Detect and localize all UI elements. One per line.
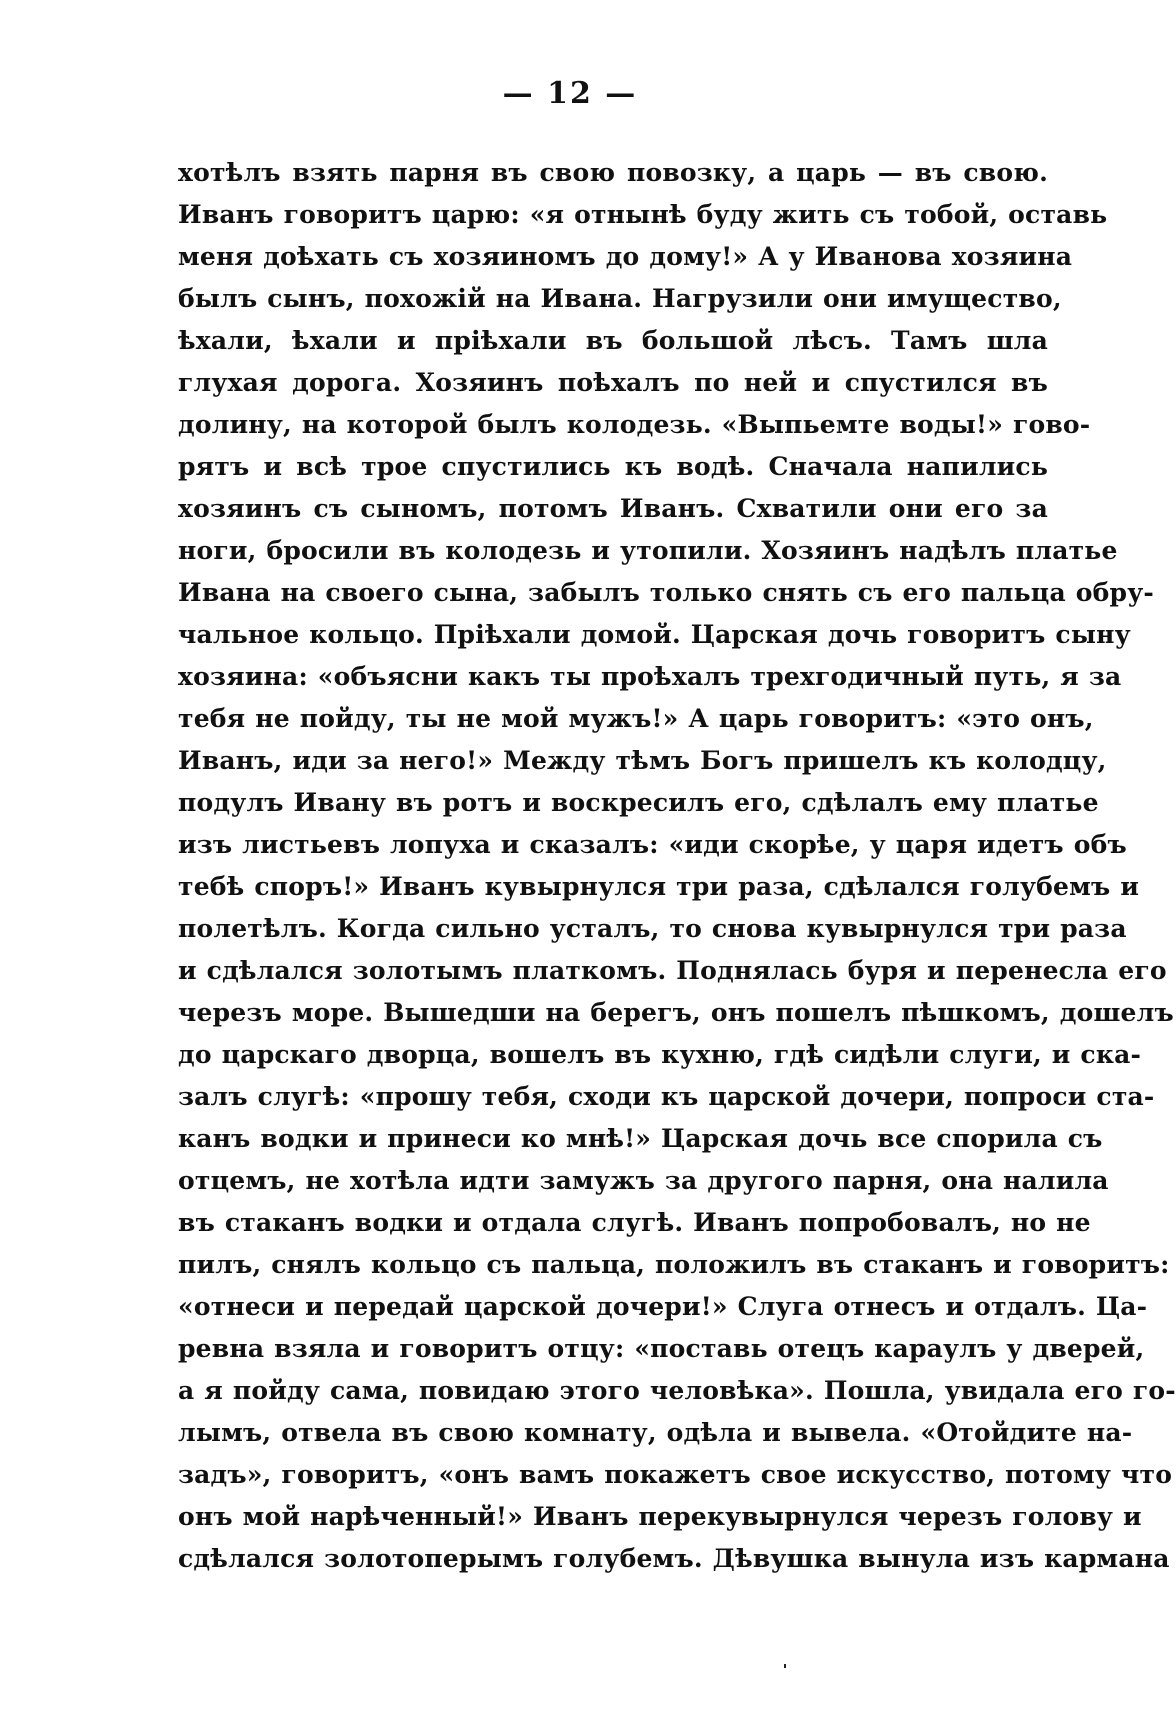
text-line: до царскаго дворца, вошелъ въ кухню, гдѣ сидѣли слуги, и ска- [178,1040,1142,1069]
text-line: отцемъ, не хотѣла идти замужъ за другого парня, она налила [178,1166,1109,1195]
text-line: ноги, бросили въ колодезь и утопили. Хозяинъ надѣлъ платье [178,536,1118,565]
text-line: глухая дорога. Хозяинъ поѣхалъ по ней и спустился въ [178,368,1048,397]
text-line: хозяинъ съ сыномъ, потомъ Иванъ. Схватили они его за [178,494,1048,523]
text-line: ревна взяла и говоритъ отцу: «поставь отецъ караулъ у дверей, [178,1334,1145,1363]
text-line: былъ сынъ, похожій на Ивана. Нагрузили они имущество, [178,284,1062,313]
text-line: ѣхали, ѣхали и пріѣхали въ большой лѣсъ. Тамъ шла [178,326,1048,355]
text-line: пилъ, снялъ кольцо съ пальца, положилъ въ стаканъ и говоритъ: [178,1250,1170,1279]
text-line: Ивана на своего сына, забылъ только снять съ его пальца обру- [178,578,1154,607]
text-line: рятъ и всѣ трое спустились къ водѣ. Сначала напились [178,452,1048,481]
text-line: тебѣ споръ!» Иванъ кувырнулся три раза, сдѣлался голубемъ и [178,872,1140,901]
page-body-text [178,152,1176,1580]
text-line: залъ слугѣ: «прошу тебя, сходи къ царской дочери, попроси ста- [178,1082,1155,1111]
text-line: задъ», говоритъ, «онъ вамъ покажетъ свое искусство, потому что [178,1460,1173,1489]
text-line: изъ листьевъ лопуха и сказалъ: «иди скорѣе, у царя идетъ объ [178,830,1127,859]
text-line: онъ мой нарѣченный!» Иванъ перекувырнулся черезъ голову и [178,1502,1142,1531]
text-line: хотѣлъ взять парня въ свою повозку, а царь — въ свою. [178,158,1048,187]
text-line: канъ водки и принеси ко мнѣ!» Царская дочь все спорила съ [178,1124,1103,1153]
text-line: Иванъ, иди за него!» Между тѣмъ Богъ пришелъ къ колодцу, [178,746,1107,775]
text-line: чальное кольцо. Пріѣхали домой. Царская дочь говоритъ сыну [178,620,1131,649]
text-line: тебя не пойду, ты не мой мужъ!» А царь говоритъ: «это онъ, [178,704,1094,733]
text-line: хозяина: «объясни какъ ты проѣхалъ трехгодичный путь, я за [178,662,1122,691]
print-speck [784,1664,786,1668]
text-line: долину, на которой былъ колодезь. «Выпьемте воды!» гово- [178,410,1091,439]
text-line: сдѣлался золотоперымъ голубемъ. Дѣвушка вынула изъ кармана [178,1544,1170,1573]
text-line: Иванъ говоритъ царю: «я отнынѣ буду жить съ тобой, оставь [178,200,1108,229]
text-line: черезъ море. Вышедши на берегъ, онъ пошелъ пѣшкомъ, дошелъ [178,998,1174,1027]
text-line: лымъ, отвела въ свою комнату, одѣла и вывела. «Отойдите на- [178,1418,1133,1447]
text-line: и сдѣлался золотымъ платкомъ. Поднялась буря и перенесла его [178,956,1167,985]
text-line: «отнеси и передай царской дочери!» Слуга отнесъ и отдалъ. Ца- [178,1292,1148,1321]
text-line: подулъ Ивану въ ротъ и воскресилъ его, сдѣлалъ ему платье [178,788,1099,817]
text-line: полетѣлъ. Когда сильно усталъ, то снова кувырнулся три раза [178,914,1127,943]
text-line: а я пойду сама, повидаю этого человѣка». Пошла, увидала его го- [178,1376,1176,1405]
text-line: въ стаканъ водки и отдала слугѣ. Иванъ попробовалъ, но не [178,1208,1091,1237]
text-line: меня доѣхать съ хозяиномъ до дому!» А у Иванова хозяина [178,242,1073,271]
page-number: — 12 — [502,76,638,111]
